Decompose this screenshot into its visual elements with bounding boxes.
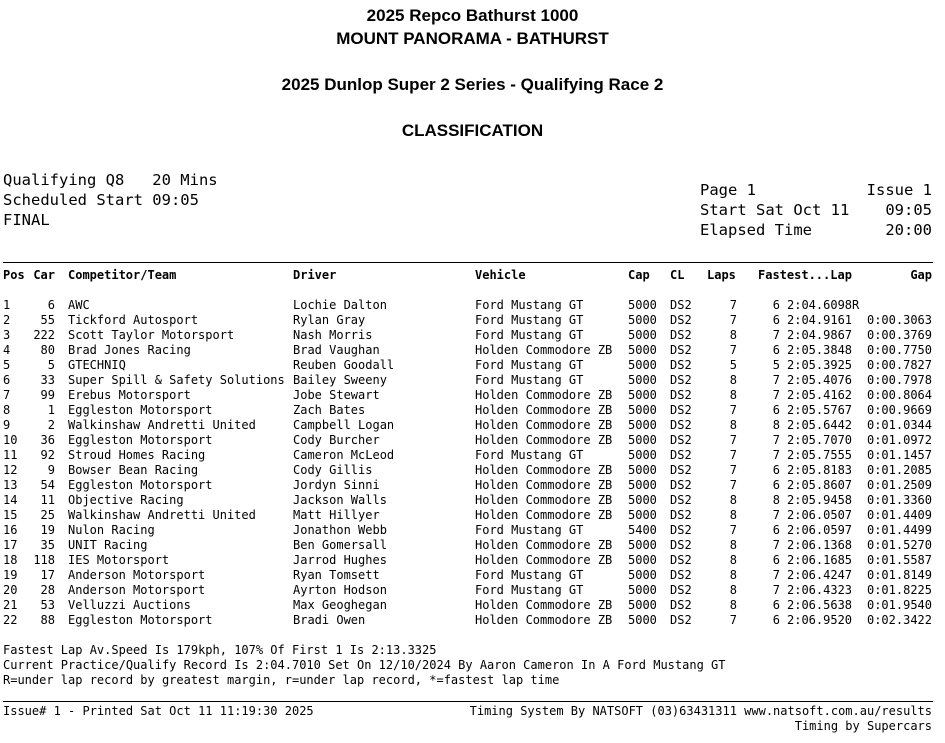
cell-driver: Rylan Gray <box>293 313 366 327</box>
cell-pos: 4 <box>3 343 11 357</box>
cell-cl: DS2 <box>670 508 692 522</box>
cell-driver: Bradi Owen <box>293 613 366 627</box>
cell-laps: 8 <box>729 583 737 597</box>
cell-cap: 5000 <box>628 613 657 627</box>
scheduled-start: Scheduled Start 09:05 <box>3 191 199 209</box>
cell-vehicle: Ford Mustang GT <box>475 448 584 462</box>
cell-cap: 5000 <box>628 598 657 612</box>
cell-driver: Lochie Dalton <box>293 298 387 312</box>
cell-pos: 22 <box>3 613 18 627</box>
cell-cl: DS2 <box>670 358 692 372</box>
cell-fl: 6 <box>772 298 780 312</box>
cell-fl: 7 <box>772 508 780 522</box>
cell-driver: Nash Morris <box>293 328 373 342</box>
col-fastest-lap: Fastest...Lap <box>758 268 852 282</box>
series-session-title: 2025 Dunlop Super 2 Series - Qualifying Race 2 <box>281 75 664 94</box>
cell-gap: 0:01.2085 <box>866 463 932 477</box>
table-row <box>0 358 945 373</box>
cell-time: 2:05.8183 <box>787 463 853 477</box>
cell-pos: 8 <box>3 403 11 417</box>
cell-cap: 5000 <box>628 538 657 552</box>
cell-car: 1 <box>47 403 55 417</box>
cell-fl: 7 <box>772 388 780 402</box>
cell-time: 2:06.0507 <box>787 508 853 522</box>
cell-vehicle: Ford Mustang GT <box>475 298 584 312</box>
cell-cl: DS2 <box>670 298 692 312</box>
table-row <box>0 448 945 463</box>
cell-laps: 7 <box>729 433 737 447</box>
cell-fl: 7 <box>772 538 780 552</box>
cell-cap: 5000 <box>628 493 657 507</box>
cell-gap: 0:01.1457 <box>866 448 932 462</box>
table-row <box>0 553 945 568</box>
cell-laps: 8 <box>729 388 737 402</box>
cell-laps: 8 <box>729 373 737 387</box>
cell-gap: 0:00.8064 <box>866 388 932 402</box>
cell-car: 118 <box>33 553 55 567</box>
cell-gap: 0:02.3422 <box>866 613 932 627</box>
header-divider <box>3 262 933 263</box>
cell-team: IES Motorsport <box>68 553 170 567</box>
cell-laps: 8 <box>729 508 737 522</box>
cell-team: Walkinshaw Andretti United <box>68 418 256 432</box>
cell-time: 2:06.1368 <box>787 538 853 552</box>
table-row <box>0 508 945 523</box>
cell-gap: 0:00.3769 <box>866 328 932 342</box>
cell-driver: Cameron McLeod <box>293 448 395 462</box>
cell-car: 28 <box>40 583 55 597</box>
cell-time: 2:06.4323 <box>787 583 853 597</box>
cell-team: Eggleston Motorsport <box>68 433 213 447</box>
session-name: Qualifying Q8 20 Mins <box>3 171 218 189</box>
cell-pos: 19 <box>3 568 18 582</box>
cell-driver: Zach Bates <box>293 403 366 417</box>
cell-cl: DS2 <box>670 343 692 357</box>
cell-laps: 8 <box>729 538 737 552</box>
cell-laps: 7 <box>729 313 737 327</box>
cell-cl: DS2 <box>670 583 692 597</box>
cell-time: 2:05.9458 <box>787 493 853 507</box>
cell-driver: Brad Vaughan <box>293 343 380 357</box>
cell-gap: 0:01.5270 <box>866 538 932 552</box>
cell-driver: Max Geoghegan <box>293 598 387 612</box>
cell-laps: 7 <box>729 478 737 492</box>
cell-laps: 7 <box>729 463 737 477</box>
cell-cl: DS2 <box>670 523 692 537</box>
cell-cl: DS2 <box>670 448 692 462</box>
cell-cl: DS2 <box>670 613 692 627</box>
col-team: Competitor/Team <box>68 268 177 282</box>
cell-team: Tickford Autosport <box>68 313 199 327</box>
cell-car: 92 <box>40 448 55 462</box>
cell-driver: Cody Gillis <box>293 463 373 477</box>
cell-cap: 5000 <box>628 568 657 582</box>
cell-vehicle: Holden Commodore ZB <box>475 478 613 492</box>
cell-time: 2:05.7555 <box>787 448 853 462</box>
cell-fl: 7 <box>772 568 780 582</box>
cell-cap: 5000 <box>628 583 657 597</box>
cell-pos: 14 <box>3 493 18 507</box>
cell-pos: 5 <box>3 358 11 372</box>
cell-cap: 5000 <box>628 433 657 447</box>
cell-time: 2:05.4076 <box>787 373 853 387</box>
cell-vehicle: Ford Mustang GT <box>475 358 584 372</box>
cell-vehicle: Holden Commodore ZB <box>475 343 613 357</box>
cell-driver: Jordyn Sinni <box>293 478 380 492</box>
table-row <box>0 403 945 418</box>
cell-car: 80 <box>40 343 55 357</box>
cell-team: Brad Jones Racing <box>68 343 191 357</box>
table-row <box>0 493 945 508</box>
cell-cl: DS2 <box>670 313 692 327</box>
table-row <box>0 478 945 493</box>
section-title: CLASSIFICATION <box>401 121 544 140</box>
cell-vehicle: Holden Commodore ZB <box>475 508 613 522</box>
cell-pos: 13 <box>3 478 18 492</box>
cell-time: 2:05.3925 <box>787 358 853 372</box>
cell-time: 2:04.9161 <box>787 313 853 327</box>
cell-vehicle: Ford Mustang GT <box>475 568 584 582</box>
cell-car: 5 <box>47 358 55 372</box>
cell-gap: 0:01.0972 <box>866 433 932 447</box>
cell-pos: 18 <box>3 553 18 567</box>
cell-time: 2:06.4247 <box>787 568 853 582</box>
cell-driver: Reuben Goodall <box>293 358 395 372</box>
cell-team: Erebus Motorsport <box>68 388 191 402</box>
cell-pos: 6 <box>3 373 11 387</box>
cell-fl: 7 <box>772 328 780 342</box>
cell-cap: 5000 <box>628 553 657 567</box>
cell-gap: 0:00.7978 <box>866 373 932 387</box>
cell-gap: 0:01.2509 <box>866 478 932 492</box>
cell-car: 19 <box>40 523 55 537</box>
cell-pos: 12 <box>3 463 18 477</box>
table-row <box>0 523 945 538</box>
cell-gap: 0:01.8149 <box>866 568 932 582</box>
cell-car: 25 <box>40 508 55 522</box>
cell-laps: 7 <box>729 523 737 537</box>
page-number: Page 1 <box>700 181 756 199</box>
cell-laps: 7 <box>729 298 737 312</box>
cell-laps: 5 <box>729 358 737 372</box>
cell-car: 36 <box>40 433 55 447</box>
cell-pos: 3 <box>3 328 11 342</box>
table-row <box>0 343 945 358</box>
cell-laps: 8 <box>729 493 737 507</box>
cell-vehicle: Holden Commodore ZB <box>475 388 613 402</box>
cell-time: 2:06.5638 <box>787 598 853 612</box>
cell-gap: 0:01.0344 <box>866 418 932 432</box>
cell-car: 55 <box>40 313 55 327</box>
cell-driver: Bailey Sweeny <box>293 373 387 387</box>
cell-laps: 8 <box>729 598 737 612</box>
cell-driver: Jarrod Hughes <box>293 553 387 567</box>
table-row <box>0 613 945 628</box>
cell-pos: 15 <box>3 508 18 522</box>
cell-pos: 11 <box>3 448 18 462</box>
cell-car: 11 <box>40 493 55 507</box>
cell-gap: 0:01.4409 <box>866 508 932 522</box>
venue-title: MOUNT PANORAMA - BATHURST <box>336 29 609 48</box>
cell-pos: 1 <box>3 298 11 312</box>
cell-fl: 6 <box>772 343 780 357</box>
cell-time: 2:04.6098R <box>787 298 860 312</box>
cell-cap: 5000 <box>628 508 657 522</box>
cell-time: 2:05.3848 <box>787 343 853 357</box>
table-row <box>0 313 945 328</box>
cell-cap: 5000 <box>628 418 657 432</box>
cell-time: 2:06.1685 <box>787 553 853 567</box>
cell-fl: 8 <box>772 493 780 507</box>
cell-fl: 7 <box>772 373 780 387</box>
cell-fl: 6 <box>772 403 780 417</box>
cell-gap: 0:01.4499 <box>866 523 932 537</box>
col-gap: Gap <box>910 268 932 282</box>
col-pos: Pos <box>3 268 25 282</box>
elapsed-label: Elapsed Time <box>700 221 812 239</box>
cell-pos: 17 <box>3 538 18 552</box>
table-row <box>0 418 945 433</box>
cell-time: 2:05.5767 <box>787 403 853 417</box>
table-row <box>0 388 945 403</box>
table-row <box>0 298 945 313</box>
col-cap: Cap <box>628 268 650 282</box>
cell-cl: DS2 <box>670 328 692 342</box>
cell-pos: 21 <box>3 598 18 612</box>
cell-gap: 0:00.9669 <box>866 403 932 417</box>
table-row <box>0 568 945 583</box>
cell-cap: 5000 <box>628 373 657 387</box>
cell-driver: Jackson Walls <box>293 493 387 507</box>
cell-gap: 0:01.8225 <box>866 583 932 597</box>
cell-cl: DS2 <box>670 598 692 612</box>
cell-gap: 0:01.5587 <box>866 553 932 567</box>
cell-cl: DS2 <box>670 403 692 417</box>
cell-car: 35 <box>40 538 55 552</box>
cell-team: Objective Racing <box>68 493 184 507</box>
cell-time: 2:04.9867 <box>787 328 853 342</box>
cell-cap: 5000 <box>628 388 657 402</box>
cell-fl: 6 <box>772 313 780 327</box>
col-vehicle: Vehicle <box>475 268 526 282</box>
cell-vehicle: Ford Mustang GT <box>475 583 584 597</box>
cell-fl: 6 <box>772 553 780 567</box>
cell-vehicle: Holden Commodore ZB <box>475 418 613 432</box>
cell-car: 33 <box>40 373 55 387</box>
cell-fl: 7 <box>772 448 780 462</box>
cell-team: Nulon Racing <box>68 523 155 537</box>
cell-team: Eggleston Motorsport <box>68 403 213 417</box>
cell-vehicle: Holden Commodore ZB <box>475 463 613 477</box>
cell-driver: Ben Gomersall <box>293 538 387 552</box>
legend-note: R=under lap record by greatest margin, r=under lap record, *=fastest lap time <box>3 673 560 687</box>
cell-cl: DS2 <box>670 463 692 477</box>
table-row <box>0 328 945 343</box>
cell-vehicle: Holden Commodore ZB <box>475 433 613 447</box>
col-laps: Laps <box>707 268 736 282</box>
timing-credit: Timing by Supercars <box>794 719 932 733</box>
cell-car: 222 <box>33 328 55 342</box>
cell-car: 9 <box>47 463 55 477</box>
footer-divider <box>3 701 933 702</box>
cell-team: Super Spill & Safety Solutions <box>68 373 285 387</box>
cell-vehicle: Ford Mustang GT <box>475 373 584 387</box>
cell-driver: Jonathon Webb <box>293 523 387 537</box>
event-title: 2025 Repco Bathurst 1000 <box>366 6 579 25</box>
cell-cl: DS2 <box>670 493 692 507</box>
cell-fl: 6 <box>772 598 780 612</box>
table-row <box>0 433 945 448</box>
cell-cl: DS2 <box>670 418 692 432</box>
cell-vehicle: Ford Mustang GT <box>475 523 584 537</box>
cell-driver: Ryan Tomsett <box>293 568 380 582</box>
start-time: 09:05 <box>885 201 932 219</box>
cell-vehicle: Holden Commodore ZB <box>475 493 613 507</box>
cell-team: Eggleston Motorsport <box>68 613 213 627</box>
cell-team: Velluzzi Auctions <box>68 598 191 612</box>
timing-system: Timing System By NATSOFT (03)63431311 www.natsoft.com.au/results <box>469 704 932 718</box>
cell-cl: DS2 <box>670 373 692 387</box>
cell-car: 99 <box>40 388 55 402</box>
cell-time: 2:05.6442 <box>787 418 853 432</box>
cell-time: 2:06.9520 <box>787 613 853 627</box>
cell-fl: 8 <box>772 418 780 432</box>
cell-time: 2:05.8607 <box>787 478 853 492</box>
cell-team: GTECHNIQ <box>68 358 126 372</box>
cell-cap: 5000 <box>628 313 657 327</box>
cell-laps: 7 <box>729 403 737 417</box>
cell-driver: Campbell Logan <box>293 418 395 432</box>
cell-team: Stroud Homes Racing <box>68 448 206 462</box>
cell-vehicle: Holden Commodore ZB <box>475 403 613 417</box>
table-row <box>0 373 945 388</box>
cell-cap: 5000 <box>628 328 657 342</box>
cell-vehicle: Holden Commodore ZB <box>475 538 613 552</box>
cell-vehicle: Ford Mustang GT <box>475 328 584 342</box>
cell-vehicle: Holden Commodore ZB <box>475 598 613 612</box>
cell-gap: 0:00.3063 <box>866 313 932 327</box>
cell-cap: 5000 <box>628 403 657 417</box>
col-driver: Driver <box>293 268 337 282</box>
cell-team: Anderson Motorsport <box>68 568 206 582</box>
cell-cl: DS2 <box>670 388 692 402</box>
cell-fl: 6 <box>772 613 780 627</box>
cell-team: Walkinshaw Andretti United <box>68 508 256 522</box>
cell-team: Scott Taylor Motorsport <box>68 328 235 342</box>
col-car: Car <box>33 268 55 282</box>
cell-team: Eggleston Motorsport <box>68 478 213 492</box>
cell-pos: 20 <box>3 583 18 597</box>
cell-cap: 5000 <box>628 358 657 372</box>
cell-time: 2:06.0597 <box>787 523 853 537</box>
cell-car: 54 <box>40 478 55 492</box>
cell-cap: 5400 <box>628 523 657 537</box>
cell-time: 2:05.7070 <box>787 433 853 447</box>
cell-cap: 5000 <box>628 448 657 462</box>
cell-driver: Jobe Stewart <box>293 388 380 402</box>
session-status: FINAL <box>3 211 50 229</box>
cell-vehicle: Holden Commodore ZB <box>475 553 613 567</box>
cell-cap: 5000 <box>628 463 657 477</box>
cell-team: UNIT Racing <box>68 538 148 552</box>
cell-fl: 7 <box>772 583 780 597</box>
cell-pos: 10 <box>3 433 18 447</box>
cell-team: Bowser Bean Racing <box>68 463 199 477</box>
cell-cl: DS2 <box>670 568 692 582</box>
cell-team: AWC <box>68 298 90 312</box>
cell-cl: DS2 <box>670 478 692 492</box>
cell-laps: 7 <box>729 343 737 357</box>
fastest-lap-note: Fastest Lap Av.Speed Is 179kph, 107% Of First 1 Is 2:13.3325 <box>3 643 437 657</box>
cell-cl: DS2 <box>670 433 692 447</box>
print-issue: Issue# 1 - Printed Sat Oct 11 11:19:30 2025 <box>3 704 314 718</box>
cell-driver: Ayrton Hodson <box>293 583 387 597</box>
cell-fl: 6 <box>772 478 780 492</box>
cell-pos: 7 <box>3 388 11 402</box>
cell-car: 53 <box>40 598 55 612</box>
elapsed-time: 20:00 <box>885 221 932 239</box>
cell-pos: 9 <box>3 418 11 432</box>
cell-cl: DS2 <box>670 538 692 552</box>
cell-team: Anderson Motorsport <box>68 583 206 597</box>
col-cl: CL <box>670 268 685 282</box>
cell-laps: 8 <box>729 568 737 582</box>
cell-car: 6 <box>47 298 55 312</box>
cell-cl: DS2 <box>670 553 692 567</box>
cell-fl: 5 <box>772 358 780 372</box>
start-date: Start Sat Oct 11 <box>700 201 850 219</box>
cell-vehicle: Ford Mustang GT <box>475 313 584 327</box>
cell-car: 17 <box>40 568 55 582</box>
cell-fl: 7 <box>772 433 780 447</box>
table-row <box>0 583 945 598</box>
cell-time: 2:05.4162 <box>787 388 853 402</box>
cell-gap: 0:00.7827 <box>866 358 932 372</box>
cell-laps: 7 <box>729 448 737 462</box>
cell-driver: Cody Burcher <box>293 433 380 447</box>
cell-cap: 5000 <box>628 298 657 312</box>
cell-laps: 8 <box>729 328 737 342</box>
cell-vehicle: Holden Commodore ZB <box>475 613 613 627</box>
cell-pos: 2 <box>3 313 11 327</box>
cell-cap: 5000 <box>628 343 657 357</box>
cell-laps: 8 <box>729 418 737 432</box>
table-row <box>0 598 945 613</box>
table-row <box>0 463 945 478</box>
cell-laps: 8 <box>729 553 737 567</box>
cell-laps: 7 <box>729 613 737 627</box>
table-row <box>0 538 945 553</box>
cell-car: 88 <box>40 613 55 627</box>
cell-fl: 6 <box>772 463 780 477</box>
cell-gap: 0:01.9540 <box>866 598 932 612</box>
cell-gap: 0:00.7750 <box>866 343 932 357</box>
cell-cap: 5000 <box>628 478 657 492</box>
cell-gap: 0:01.3360 <box>866 493 932 507</box>
column-headers <box>0 268 945 283</box>
cell-pos: 16 <box>3 523 18 537</box>
cell-car: 2 <box>47 418 55 432</box>
cell-driver: Matt Hillyer <box>293 508 380 522</box>
cell-fl: 6 <box>772 523 780 537</box>
lap-record-note: Current Practice/Qualify Record Is 2:04.7010 Set On 12/10/2024 By Aaron Cameron In A Ford Mustang GT <box>3 658 726 672</box>
issue-number: Issue 1 <box>866 181 932 199</box>
